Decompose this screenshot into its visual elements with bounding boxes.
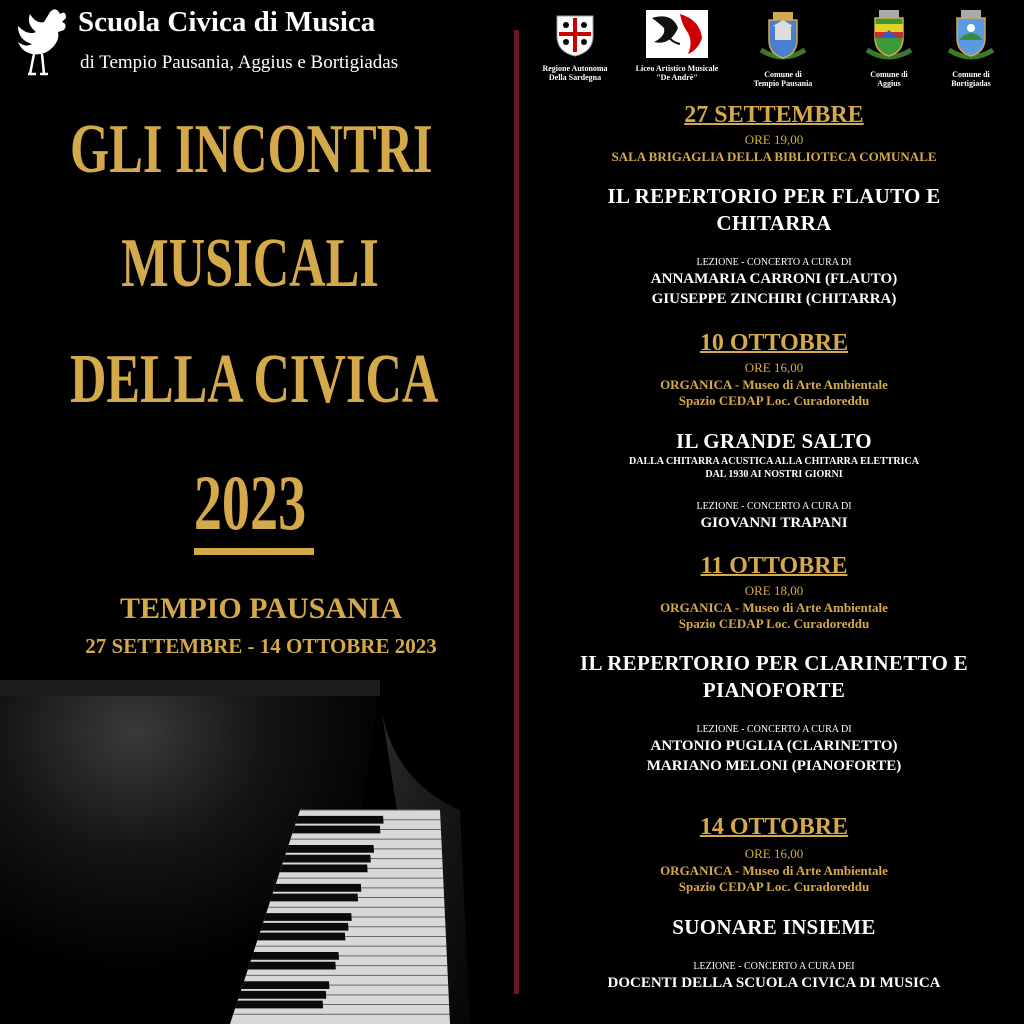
event-4-performer-1: DOCENTI DELLA SCUOLA CIVICA DI MUSICA [607,975,941,991]
event-2-venue: ORGANICA - Museo di Arte Ambientale [660,377,888,392]
event-3-lesson-label: LEZIONE - CONCERTO A CURA DI [696,724,852,735]
partner-logos [524,10,1024,100]
event-city: TEMPIO PAUSANIA [120,592,402,625]
title-year: 2023 [193,459,307,546]
event-1-performer-2: GIUSEPPE ZINCHIRI (CHITARRA) [651,291,897,307]
event-4-date: 14 OTTOBRE [699,814,849,840]
partner-aggius: Comune di Aggius [844,10,934,88]
event-4-lesson-label: LEZIONE - CONCERTO A CURA DEI [693,961,855,972]
event-3-venue-line-2: Spazio CEDAP Loc. Curadoreddu [678,616,870,631]
event-2-performer-1: GIOVANNI TRAPANI [700,515,848,531]
year-underline [194,548,314,555]
partner-liceo: Liceo Artistico Musicale "De Andrè" [632,10,722,82]
event-4-venue-line-2: Spazio CEDAP Loc. Curadoreddu [678,879,870,894]
event-3-title-line-1: IL REPERTORIO PER CLARINETTO E [580,651,968,675]
piano-image [0,640,512,1024]
event-2-lesson-label: LEZIONE - CONCERTO A CURA DI [696,501,852,512]
event-1-performer-1: ANNAMARIA CARRONI (FLAUTO) [650,271,898,287]
event-3-time: ORE 18,00 [744,583,804,598]
event-1-venue: SALA BRIGAGLIA DELLA BIBLIOTECA COMUNALE [611,149,937,164]
title-line-2: MUSICALI [121,225,379,302]
partner-tempio: Comune di Tempio Pausania [738,10,828,88]
rooster-icon [10,6,74,78]
partner-bortigiadas: Comune di Bortigiadas [926,10,1016,88]
event-3-date: 11 OTTOBRE [700,553,848,579]
event-4-venue: ORGANICA - Museo di Arte Ambientale [660,863,888,878]
title-line-3: DELLA CIVICA [70,341,439,418]
event-2-date: 10 OTTOBRE [699,330,849,356]
event-1-time: ORE 19,00 [744,132,804,147]
vertical-divider [514,30,519,994]
event-3-performer-1: ANTONIO PUGLIA (CLARINETTO) [650,738,898,754]
poster-right-panel [524,0,1024,1024]
title-line-1: GLI INCONTRI [70,111,433,188]
liceo-logo-icon [646,10,708,58]
event-3-venue: ORGANICA - Museo di Arte Ambientale [660,600,888,615]
event-1-date: 27 SETTEMBRE [684,102,864,128]
aggius-crest-icon [865,10,913,64]
bortigiadas-crest-icon [947,10,995,64]
event-1-title-line-1: IL REPERTORIO PER FLAUTO E [607,184,941,208]
event-3-performer-2: MARIANO MELONI (PIANOFORTE) [646,758,902,774]
event-1-lesson-label: LEZIONE - CONCERTO A CURA DI [696,257,852,268]
event-date-range: 27 SETTEMBRE - 14 OTTOBRE 2023 [85,634,437,658]
sardinia-crest-icon [553,10,597,58]
event-4-title: SUONARE INSIEME [672,915,876,939]
event-2-title: IL GRANDE SALTO [676,429,872,453]
school-name: Scuola Civica di Musica [78,6,376,38]
event-1-title-line-2: CHITARRA [716,211,832,235]
event-4-time: ORE 16,00 [744,846,804,861]
partner-sardegna: Regione Autonoma Della Sardegna [530,10,620,82]
tempio-crest-icon [759,10,807,64]
event-2-venue-line-2: Spazio CEDAP Loc. Curadoreddu [678,393,870,408]
event-3-title-line-2: PIANOFORTE [702,678,846,702]
event-2-subtitle-1: DALLA CHITARRA ACUSTICA ALLA CHITARRA ELETTRICA [629,456,919,467]
event-2-subtitle-2: DAL 1930 AI NOSTRI GIORNI [705,469,843,480]
school-subtitle: di Tempio Pausania, Aggius e Bortigiadas [80,52,399,73]
event-2-time: ORE 16,00 [744,360,804,375]
